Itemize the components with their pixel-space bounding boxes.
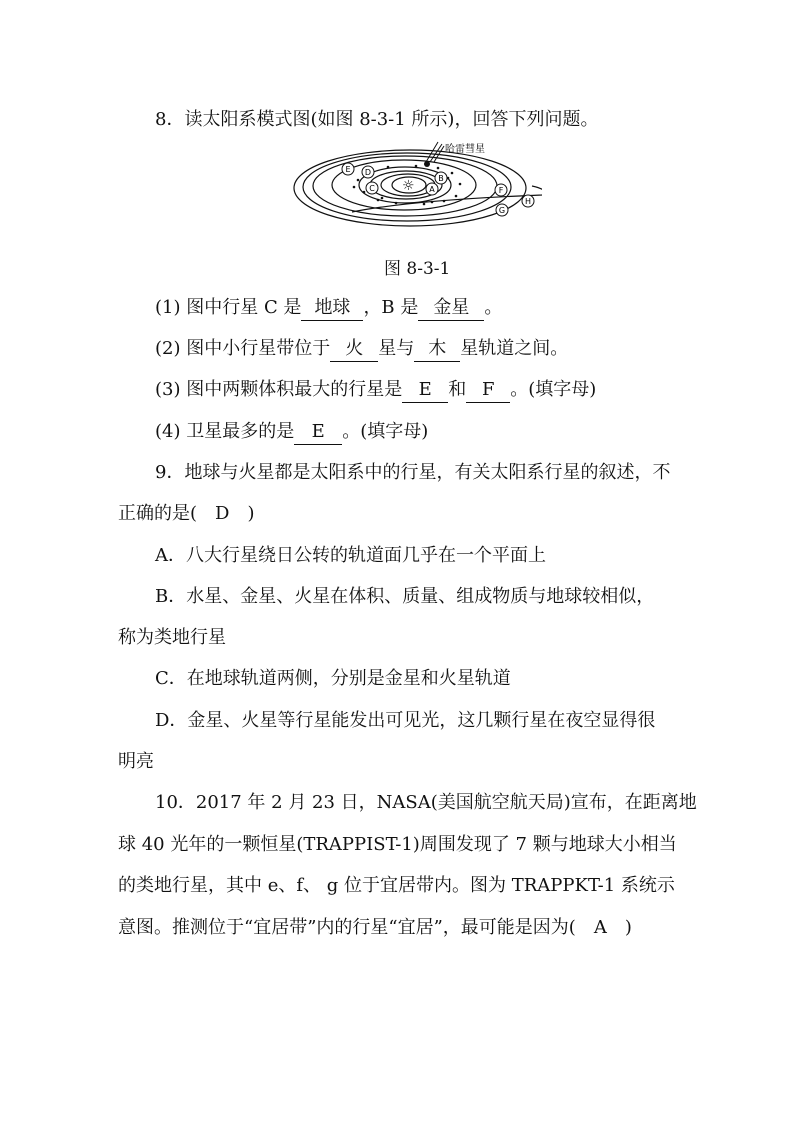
q8-part2-answer2: 木 xyxy=(414,337,460,362)
comet-head xyxy=(424,161,430,167)
planet-b: B xyxy=(438,174,444,183)
q8-stem: 8．读太阳系模式图(如图 8-3-1 所示)，回答下列问题。 xyxy=(155,109,599,130)
planet-a: A xyxy=(429,185,435,194)
q9-option-b-line1: B．水星、金星、火星在体积、质量、组成物质与地球较相似， xyxy=(155,586,655,607)
q8-part1: (1) 图中行星 C 是 地球 ，B 是 金星 。 xyxy=(155,296,502,321)
q10-line1: 10．2017 年 2 月 23 日，NASA(美国航空航天局)宣布，在距离地 xyxy=(155,792,697,813)
comet-tail xyxy=(426,142,444,162)
q10-line4: 意图。推测位于“宜居带”内的行星“宜居”，最可能是因为( A ) xyxy=(118,917,632,938)
planet-g: G xyxy=(498,206,506,215)
q8-part1-answer1: 地球 xyxy=(301,296,363,321)
q8-part2: (2) 图中小行星带位于 火 星与 木 星轨道之间。 xyxy=(155,337,568,362)
q8-part3: (3) 图中两颗体积最大的行星是 E 和 F 。(填字母) xyxy=(155,378,596,403)
q9-stem-line1: 9．地球与火星都是太阳系中的行星，有关太阳系行星的叙述，不 xyxy=(155,462,671,483)
planet-f: F xyxy=(498,186,504,195)
q9-option-c: C．在地球轨道两侧，分别是金星和火星轨道 xyxy=(155,668,511,689)
q9-stem-line2: 正确的是( D ) xyxy=(118,503,255,524)
sun-symbol: ☼ xyxy=(402,178,415,194)
comet-label: 哈雷彗星 xyxy=(445,144,485,155)
q8-part4: (4) 卫星最多的是 E 。(填字母) xyxy=(155,420,428,445)
solar-system-diagram xyxy=(292,140,542,228)
q9-option-a: A．八大行星绕日公转的轨道面几乎在一个平面上 xyxy=(155,545,546,566)
q8-part1-answer2: 金星 xyxy=(418,296,484,321)
planet-h: H xyxy=(524,197,532,206)
q9-option-d-line1: D．金星、火星等行星能发出可见光，这几颗行星在夜空显得很 xyxy=(155,710,656,731)
planet-d: D xyxy=(364,168,372,177)
q8-part4-answer1: E xyxy=(294,420,342,445)
q8-part2-answer1: 火 xyxy=(330,337,378,362)
q9-option-b-line2: 称为类地行星 xyxy=(118,627,226,648)
planet-e: E xyxy=(345,165,351,174)
q8-part3-answer2: F xyxy=(466,378,510,403)
comet-orbit xyxy=(352,186,542,212)
q8-part3-answer1: E xyxy=(402,378,448,403)
q10-line2: 球 40 光年的一颗恒星(TRAPPIST-1)周围发现了 7 颗与地球大小相当 xyxy=(118,834,677,855)
q9-option-d-line2: 明亮 xyxy=(118,751,154,772)
planet-c: C xyxy=(369,184,375,193)
figure-caption: 图 8-3-1 xyxy=(384,259,451,279)
q10-line3: 的类地行星，其中 e、f、 g 位于宜居带内。图为 TRAPPKT-1 系统示 xyxy=(118,875,675,896)
